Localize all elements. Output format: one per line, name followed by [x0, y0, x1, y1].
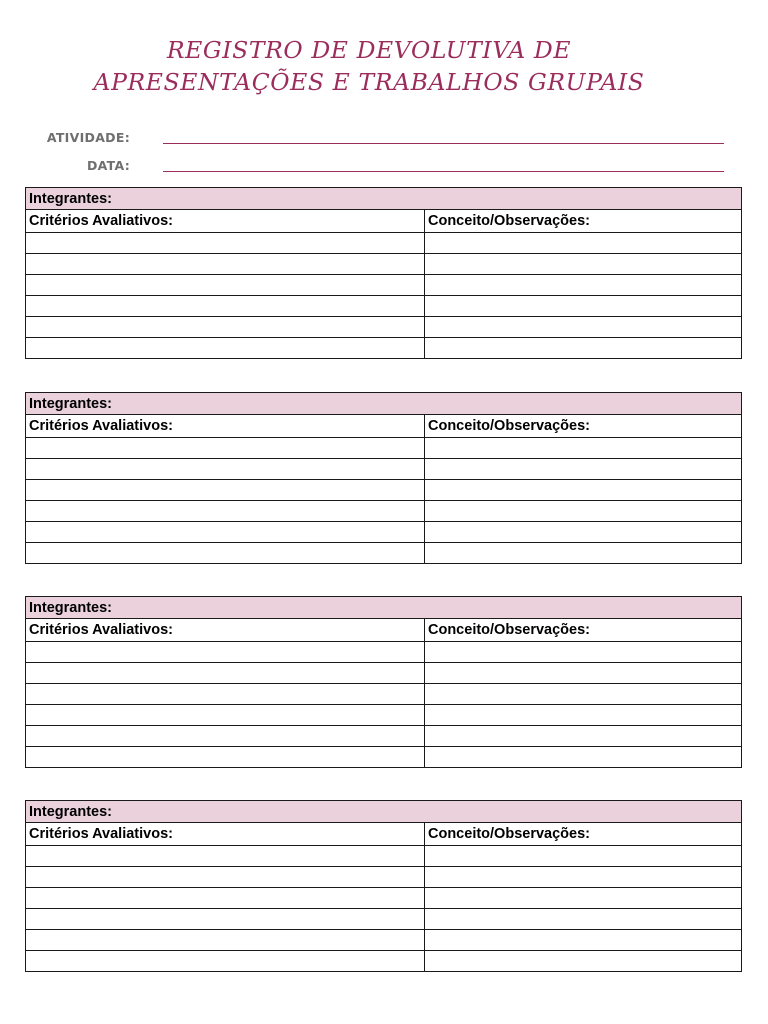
table-row — [26, 275, 742, 296]
integrantes-cell[interactable]: Integrantes: — [26, 597, 742, 619]
criterio-cell[interactable] — [26, 254, 425, 275]
table-row — [26, 543, 742, 564]
conceito-cell[interactable] — [425, 747, 742, 768]
conceito-cell[interactable] — [425, 909, 742, 930]
table-row — [26, 747, 742, 768]
criterio-cell[interactable] — [26, 296, 425, 317]
header-row — [26, 415, 742, 438]
conceito-cell[interactable] — [425, 254, 742, 275]
conceito-cell[interactable] — [425, 338, 742, 359]
conceito-cell[interactable] — [425, 296, 742, 317]
table-row — [26, 480, 742, 501]
criterios-header: Critérios Avaliativos: — [26, 619, 425, 642]
conceito-cell[interactable] — [425, 888, 742, 909]
evaluation-block-2 — [25, 392, 742, 564]
data-label: DATA: — [86, 158, 130, 173]
conceito-cell[interactable] — [425, 726, 742, 747]
conceito-cell[interactable] — [425, 930, 742, 951]
atividade-label: ATIVIDADE: — [46, 130, 130, 145]
criterios-header: Critérios Avaliativos: — [26, 823, 425, 846]
criterio-cell[interactable] — [26, 438, 425, 459]
conceito-cell[interactable] — [425, 543, 742, 564]
table-row — [26, 930, 742, 951]
page-title — [0, 34, 738, 98]
integrantes-row — [26, 597, 742, 619]
criterios-header: Critérios Avaliativos: — [26, 210, 425, 233]
conceito-header: Conceito/Observações: — [425, 619, 742, 642]
table-row — [26, 522, 742, 543]
criterio-cell[interactable] — [26, 951, 425, 972]
criterio-cell[interactable] — [26, 684, 425, 705]
table-row — [26, 254, 742, 275]
table-row — [26, 867, 742, 888]
conceito-header: Conceito/Observações: — [425, 823, 742, 846]
table-row — [26, 438, 742, 459]
criterio-cell[interactable] — [26, 233, 425, 254]
header-row — [26, 210, 742, 233]
criterio-cell[interactable] — [26, 747, 425, 768]
criterio-cell[interactable] — [26, 888, 425, 909]
table-row — [26, 317, 742, 338]
conceito-cell[interactable] — [425, 684, 742, 705]
evaluation-block-3 — [25, 596, 742, 768]
criterio-cell[interactable] — [26, 663, 425, 684]
table-row — [26, 642, 742, 663]
table-row — [26, 338, 742, 359]
conceito-cell[interactable] — [425, 275, 742, 296]
table-row — [26, 888, 742, 909]
conceito-cell[interactable] — [425, 459, 742, 480]
criterio-cell[interactable] — [26, 930, 425, 951]
integrantes-row — [26, 393, 742, 415]
criterio-cell[interactable] — [26, 338, 425, 359]
data-input-line[interactable] — [163, 171, 724, 172]
conceito-cell[interactable] — [425, 867, 742, 888]
conceito-cell[interactable] — [425, 480, 742, 501]
integrantes-row — [26, 801, 742, 823]
conceito-cell[interactable] — [425, 951, 742, 972]
criterio-cell[interactable] — [26, 726, 425, 747]
header-row — [26, 823, 742, 846]
conceito-cell[interactable] — [425, 233, 742, 254]
table-row — [26, 459, 742, 480]
criterios-header: Critérios Avaliativos: — [26, 415, 425, 438]
conceito-cell[interactable] — [425, 642, 742, 663]
integrantes-cell[interactable]: Integrantes: — [26, 393, 742, 415]
conceito-header: Conceito/Observações: — [425, 210, 742, 233]
data-field — [0, 158, 768, 178]
title-line-1: REGISTRO DE DEVOLUTIVA DE — [166, 36, 572, 64]
criterio-cell[interactable] — [26, 543, 425, 564]
criterio-cell[interactable] — [26, 501, 425, 522]
table-row — [26, 663, 742, 684]
conceito-cell[interactable] — [425, 522, 742, 543]
criterio-cell[interactable] — [26, 909, 425, 930]
conceito-cell[interactable] — [425, 846, 742, 867]
conceito-cell[interactable] — [425, 663, 742, 684]
integrantes-cell[interactable]: Integrantes: — [26, 801, 742, 823]
criterio-cell[interactable] — [26, 705, 425, 726]
evaluation-block-1 — [25, 187, 742, 359]
title-line-2: APRESENTAÇÕES E TRABALHOS GRUPAIS — [93, 68, 645, 96]
table-row — [26, 726, 742, 747]
criterio-cell[interactable] — [26, 846, 425, 867]
table-row — [26, 233, 742, 254]
table-row — [26, 846, 742, 867]
conceito-header: Conceito/Observações: — [425, 415, 742, 438]
criterio-cell[interactable] — [26, 459, 425, 480]
conceito-cell[interactable] — [425, 501, 742, 522]
table-row — [26, 501, 742, 522]
table-row — [26, 951, 742, 972]
conceito-cell[interactable] — [425, 705, 742, 726]
conceito-cell[interactable] — [425, 317, 742, 338]
evaluation-block-4 — [25, 800, 742, 972]
criterio-cell[interactable] — [26, 642, 425, 663]
criterio-cell[interactable] — [26, 867, 425, 888]
atividade-input-line[interactable] — [163, 143, 724, 144]
table-row — [26, 909, 742, 930]
conceito-cell[interactable] — [425, 438, 742, 459]
integrantes-cell[interactable]: Integrantes: — [26, 188, 742, 210]
atividade-field — [0, 130, 768, 150]
criterio-cell[interactable] — [26, 522, 425, 543]
table-row — [26, 296, 742, 317]
table-row — [26, 705, 742, 726]
header-row — [26, 619, 742, 642]
criterio-cell[interactable] — [26, 480, 425, 501]
integrantes-row — [26, 188, 742, 210]
table-row — [26, 684, 742, 705]
criterio-cell[interactable] — [26, 317, 425, 338]
criterio-cell[interactable] — [26, 275, 425, 296]
